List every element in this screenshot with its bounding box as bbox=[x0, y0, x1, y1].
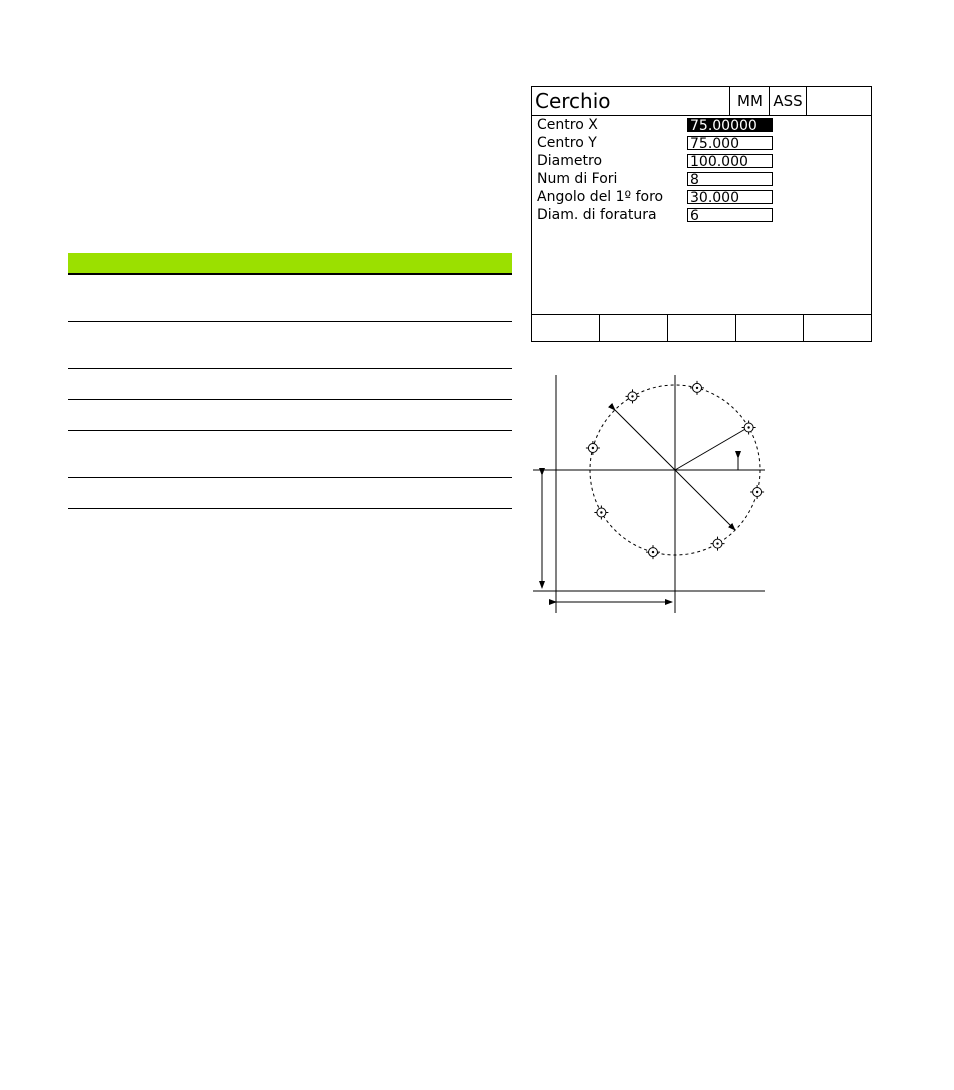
hole-marker bbox=[646, 545, 660, 559]
table-row bbox=[68, 478, 512, 509]
field-label: Centro Y bbox=[537, 135, 597, 151]
screen-titlebar bbox=[532, 87, 871, 116]
form-fields bbox=[537, 116, 871, 224]
field-label: Diametro bbox=[537, 153, 603, 169]
table-row bbox=[68, 400, 512, 431]
hole-marker bbox=[750, 485, 764, 499]
table-row bbox=[68, 322, 512, 369]
bolt-hole-circle-diagram bbox=[525, 370, 770, 615]
softkey-2[interactable] bbox=[599, 315, 667, 341]
first-hole-radius bbox=[675, 428, 747, 470]
softkey-4[interactable] bbox=[735, 315, 803, 341]
softkey-3[interactable] bbox=[667, 315, 735, 341]
hole-marker bbox=[626, 389, 640, 403]
softkey-bar bbox=[532, 314, 871, 341]
table-row bbox=[68, 369, 512, 400]
mode-indicator[interactable]: ASS bbox=[769, 87, 807, 115]
hole-marker bbox=[594, 506, 608, 520]
centro-x-field[interactable]: 75.00000 bbox=[687, 118, 773, 132]
units-indicator[interactable]: MM bbox=[729, 87, 770, 115]
num-fori-field[interactable]: 8 bbox=[687, 172, 773, 186]
field-label: Num di Fori bbox=[537, 171, 618, 187]
field-label: Centro X bbox=[537, 117, 598, 133]
table-row bbox=[68, 431, 512, 478]
field-row-centro-y bbox=[537, 134, 871, 152]
field-row-diametro bbox=[537, 152, 871, 170]
hole-marker bbox=[742, 421, 756, 435]
hole-marker bbox=[586, 441, 600, 455]
field-label: Angolo del 1º foro bbox=[537, 189, 664, 205]
field-row-num-fori bbox=[537, 170, 871, 188]
hole-marker bbox=[690, 381, 704, 395]
table-row bbox=[68, 275, 512, 322]
diametro-field[interactable]: 100.000 bbox=[687, 154, 773, 168]
screen-title: Cerchio bbox=[535, 89, 611, 113]
field-row-centro-x bbox=[537, 116, 871, 134]
lcd-screen bbox=[531, 86, 872, 342]
field-row-angolo bbox=[537, 188, 871, 206]
softkey-5[interactable] bbox=[803, 315, 871, 341]
reference-table bbox=[68, 253, 512, 509]
softkey-1[interactable] bbox=[532, 315, 599, 341]
diam-foratura-field[interactable]: 6 bbox=[687, 208, 773, 222]
hole-marker bbox=[711, 537, 725, 551]
angolo-primo-foro-field[interactable]: 30.000 bbox=[687, 190, 773, 204]
centro-y-field[interactable]: 75.000 bbox=[687, 136, 773, 150]
field-label: Diam. di foratura bbox=[537, 207, 657, 223]
field-row-diam-foratura bbox=[537, 206, 871, 224]
table-header bbox=[68, 253, 512, 275]
